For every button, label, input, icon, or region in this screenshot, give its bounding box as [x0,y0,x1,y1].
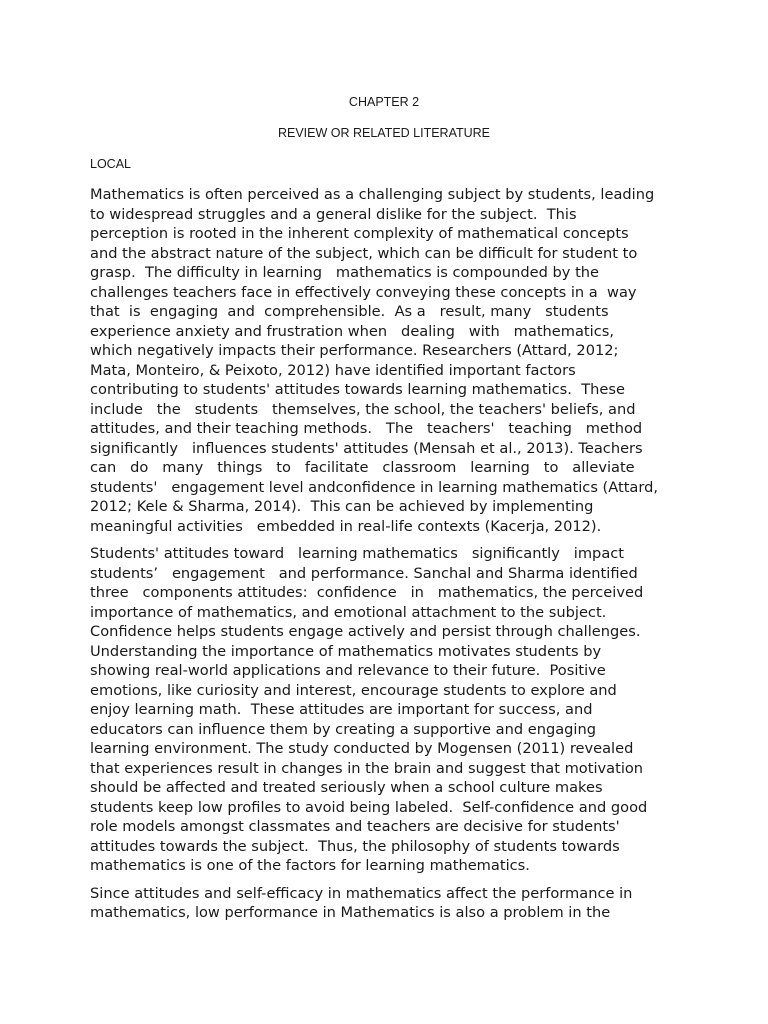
text-line: include the students themselves, the school, the teachers' beliefs, and [90,400,636,418]
text-line: Mata, Monteiro, & Peixoto, 2012) have identified important factors [90,361,576,379]
text-line: students' engagement level andconfidence in learning mathematics (Attard, [90,478,659,496]
text-line: educators can influence them by creating a supportive and engaging [90,720,596,738]
paragraph-1 [90,185,690,536]
text-line: enjoy learning math. These attitudes are important for success, and [90,701,593,718]
text-line: should be affected and treated seriously when a school culture makes [90,779,603,796]
text-line: students’ engagement and performance. Sanchal and Sharma identified [90,564,638,582]
paragraph-3 [90,884,690,923]
text-line: which negatively impacts their performance. Researchers (Attard, 2012; [90,342,619,359]
text-line: importance of mathematics, and emotional attachment to the subject. [90,603,607,621]
text-line: perception is rooted in the inherent complexity of mathematical concepts [90,225,629,242]
text-line: Mathematics is often perceived as a challenging subject by students, leading [90,186,655,203]
section-heading: LOCAL [90,157,131,171]
text-line: meaningful activities embedded in real-life contexts (Kacerja, 2012). [90,517,602,535]
text-line: 2012; Kele & Sharma, 2014). This can be achieved by implementing [90,498,594,515]
text-line: students keep low profiles to avoid being labeled. Self-confidence and good [90,798,648,816]
text-line: attitudes, and their teaching methods. The teachers' teaching method [90,420,643,437]
text-line: that experiences result in changes in the brain and suggest that motivation [90,759,644,777]
text-line: learning environment. The study conducted by Mogensen (2011) revealed [90,740,634,757]
text-line: Confidence helps students engage actively and persist through challenges. [90,623,641,640]
text-line: challenges teachers face in effectively conveying these concepts in a way [90,283,637,301]
text-line: can do many things to facilitate classroom learning to alleviate [90,459,635,476]
text-line: mathematics, low performance in Mathematics is also a problem in the [90,904,611,921]
text-line: Understanding the importance of mathematics motivates students by [90,642,602,660]
paragraph-2 [90,544,690,876]
text-line: to widespread struggles and a general dislike for the subject. This [90,205,577,223]
text-line: grasp. The difficulty in learning mathematics is compounded by the [90,264,600,281]
text-line: three components attitudes: confidence in mathematics, the perceived [90,584,644,601]
text-line: emotions, like curiosity and interest, encourage students to explore and [90,681,617,699]
text-line: role models amongst classmates and teachers are decisive for students' [90,818,620,835]
text-line: significantly influences students' attitudes (Mensah et al., 2013). Teachers [90,439,643,457]
text-line: Students' attitudes toward learning mathematics significantly impact [90,545,625,562]
text-line: that is engaging and comprehensible. As a result, many students [90,303,609,320]
text-line: Since attitudes and self-efficacy in mathematics affect the performance in [90,884,633,902]
document-body [90,185,690,931]
text-line: mathematics is one of the factors for learning mathematics. [90,857,530,874]
text-line: showing real-world applications and relevance to their future. Positive [90,662,606,679]
text-line: attitudes towards the subject. Thus, the philosophy of students towards [90,837,620,855]
text-line: contributing to students' attitudes towards learning mathematics. These [90,381,625,398]
text-line: experience anxiety and frustration when dealing with mathematics, [90,322,614,340]
chapter-title: REVIEW OR RELATED LITERATURE [277,126,491,140]
chapter-heading: CHAPTER 2 [348,95,420,109]
text-line: and the abstract nature of the subject, which can be difficult for student to [90,244,638,262]
